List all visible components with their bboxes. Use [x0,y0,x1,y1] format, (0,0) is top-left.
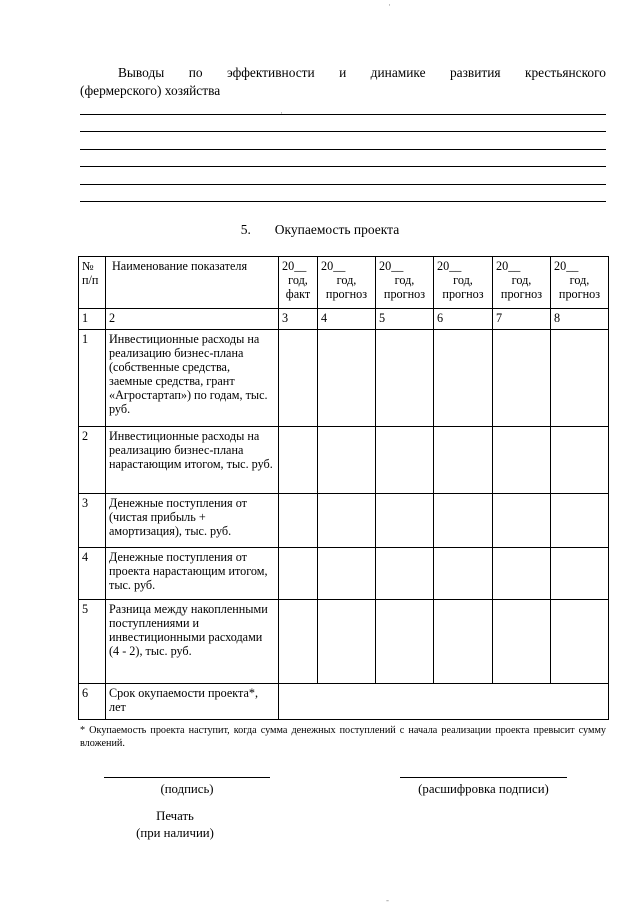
blank-line[interactable] [80,201,606,202]
section-title: Окупаемость проекта [274,222,400,237]
table-row [79,427,609,494]
row-name: Инвестиционные расходы на реализацию бизнес-плана (собственные средства, заемные средства, грант «Агростартап») по годам, тыс. руб. [106,330,279,427]
row-name: Разница между накопленными поступлениями и инвестиционными расходами (4 - 2), тыс. руб. [106,600,279,684]
word: динамике [370,65,426,80]
value-cell[interactable] [551,330,609,427]
index-cell: 7 [493,309,551,330]
index-cell: 8 [551,309,609,330]
blank-line[interactable] [80,149,606,150]
word: по [188,65,203,80]
scan-mark: - [386,895,389,905]
value-cell[interactable] [279,548,318,600]
table-row [79,684,609,720]
row-name: Денежные поступления от (чистая прибыль + амортизация), тыс. руб. [106,494,279,548]
header-row [79,257,609,309]
table-row [79,548,609,600]
value-cell[interactable] [279,330,318,427]
header-year: 20__ год, прогноз [376,257,434,309]
row-num: 3 [79,494,106,548]
blank-line[interactable] [80,131,606,132]
row-num: 4 [79,548,106,600]
blank-line[interactable] [80,114,606,115]
value-cell[interactable] [493,427,551,494]
table-row [79,330,609,427]
value-cell[interactable] [434,548,493,600]
value-cell[interactable] [318,427,376,494]
payback-value-cell[interactable] [279,684,609,720]
value-cell[interactable] [318,330,376,427]
table-row [79,494,609,548]
year-field[interactable]: 20__ [379,259,404,273]
header-name: Наименование показателя [106,257,279,309]
row-name: Срок окупаемости проекта*, лет [106,684,279,720]
value-cell[interactable] [318,548,376,600]
header-year: 20__ год, прогноз [434,257,493,309]
value-cell[interactable] [493,494,551,548]
value-cell[interactable] [493,330,551,427]
value-cell[interactable] [376,330,434,427]
index-cell: 2 [106,309,279,330]
index-row [79,309,609,330]
value-cell[interactable] [434,427,493,494]
value-cell[interactable] [551,600,609,684]
blank-line[interactable] [80,184,606,185]
header-year: 20__ год, факт [279,257,318,309]
value-cell[interactable] [318,600,376,684]
scan-mark: · [280,108,283,118]
year-field[interactable]: 20__ [437,259,462,273]
value-cell[interactable] [434,330,493,427]
row-num: 6 [79,684,106,720]
decryption-label: (расшифровка подписи) [418,782,549,796]
conclusions-line-2: (фермерского) хозяйства [80,83,221,98]
value-cell[interactable] [279,600,318,684]
year-field[interactable]: 20__ [496,259,521,273]
header-year: 20__ год, прогноз [551,257,609,309]
decryption-line[interactable] [400,777,567,778]
word: Выводы [118,65,165,80]
year-field[interactable]: 20__ [554,259,579,273]
year-field[interactable]: 20__ [282,259,307,273]
value-cell[interactable] [551,494,609,548]
row-name: Инвестиционные расходы на реализацию бизнес-плана нарастающим итогом, тыс. руб. [106,427,279,494]
stamp-block [120,808,230,842]
signature-label: (подпись) [160,782,214,796]
footnote: * Окупаемость проекта наступит, когда сумма денежных поступлений с начала реализации проекта превысит сумму вложений. [80,725,606,749]
section-number: 5. [240,222,251,237]
word: развития [449,65,501,80]
blank-line[interactable] [80,166,606,167]
value-cell[interactable] [318,494,376,548]
index-cell: 5 [376,309,434,330]
row-num: 2 [79,427,106,494]
index-cell: 1 [79,309,106,330]
index-cell: 4 [318,309,376,330]
index-cell: 3 [279,309,318,330]
row-name: Денежные поступления от проекта нарастающим итогом, тыс. руб. [106,548,279,600]
value-cell[interactable] [279,494,318,548]
word: крестьянского [524,65,606,80]
value-cell[interactable] [434,600,493,684]
value-cell[interactable] [551,548,609,600]
year-field[interactable]: 20__ [321,259,346,273]
index-cell: 6 [434,309,493,330]
word: и [339,65,347,80]
row-num: 1 [79,330,106,427]
value-cell[interactable] [551,427,609,494]
scan-mark: · [388,0,391,10]
section-heading [0,222,640,238]
conclusions-line-1 [80,64,606,82]
header-num: № п/п [79,257,106,309]
value-cell[interactable] [434,494,493,548]
table-row [79,600,609,684]
value-cell[interactable] [376,600,434,684]
value-cell[interactable] [493,600,551,684]
stamp-note: (при наличии) [136,826,214,840]
word: эффективности [226,65,315,80]
header-year: 20__ год, прогноз [493,257,551,309]
signature-line[interactable] [104,777,270,778]
value-cell[interactable] [376,427,434,494]
value-cell[interactable] [376,494,434,548]
header-year: 20__ год, прогноз [318,257,376,309]
value-cell[interactable] [279,427,318,494]
stamp-label: Печать [156,809,194,823]
value-cell[interactable] [376,548,434,600]
conclusions-block [80,64,606,100]
payback-table [78,256,609,720]
value-cell[interactable] [493,548,551,600]
row-num: 5 [79,600,106,684]
